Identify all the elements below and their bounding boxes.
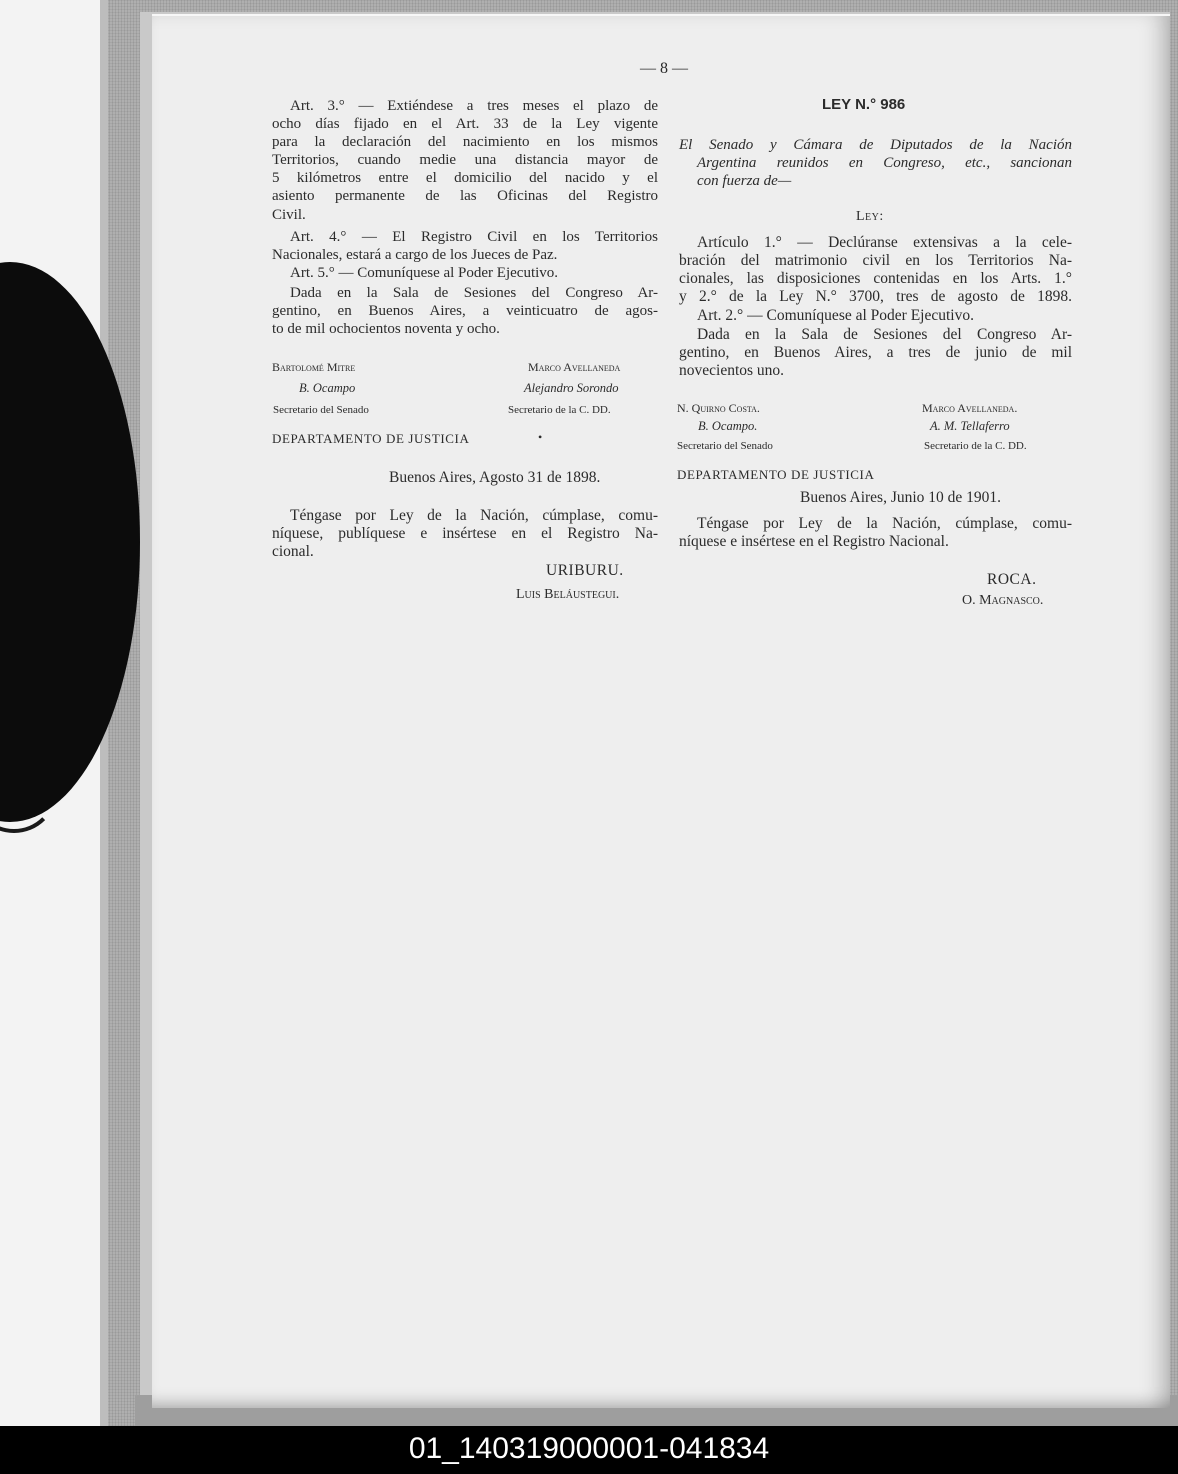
text-line: 5 kilómetros entre el domicilio del nacido y el (272, 170, 658, 187)
scan-id-label: 01_140319000001-041834 (408, 1432, 770, 1465)
text-line: Dada en la Sala de Sesiones del Congreso Ar- (290, 285, 658, 301)
decree-date: Buenos Aires, Agosto 31 de 1898. (389, 469, 601, 486)
signer-minister-986: O. Magnasco. (962, 593, 1044, 608)
signature-chamber-president-986: Marco Avellaneda. (922, 401, 1018, 415)
signature-chamber-secretary: Alejandro Sorondo (524, 381, 619, 395)
text-line: Téngase por Ley de la Nación, cúmplase, comu- (697, 515, 1072, 532)
signature-senate-president-986: N. Quirno Costa. (677, 401, 760, 415)
sanction-paragraph-986 (679, 326, 1072, 380)
signature-senate-secretary-986: B. Ocampo. (698, 419, 758, 433)
text-line: níquese e insértese en el Registro Nacional. (679, 533, 949, 551)
text-line: Argentina reunidos en Congreso, etc., sancionan (697, 155, 1072, 172)
senate-secretary-title: Secretario del Senado (273, 404, 369, 416)
article-4 (272, 228, 658, 264)
signature-chamber-president: Marco Avellaneda (528, 360, 621, 374)
law-heading: Ley: (856, 209, 884, 224)
text-line: Territorios, cuando medie una distancia mayor de (272, 152, 658, 169)
department-heading: DEPARTAMENTO DE JUSTICIA (272, 431, 470, 446)
text-line: El Senado y Cámara de Diputados de la Nación (679, 137, 1072, 153)
signer-president: URIBURU. (546, 562, 624, 579)
text-line: Art. 3.° — Extiéndese a tres meses el plazo de (290, 98, 658, 114)
text-line: novecientos uno. (679, 362, 785, 380)
decree-paragraph (272, 507, 658, 561)
sanction-paragraph (272, 284, 658, 338)
article-5: Art. 5.° — Comuníquese al Poder Ejecutivo. (290, 265, 559, 281)
text-line: Civil. (272, 206, 306, 223)
stray-mark: • (538, 430, 543, 444)
text-line: gentino, en Buenos Aires, a tres de junio de mil (679, 344, 1072, 362)
article-2: Art. 2.° — Comuníquese al Poder Ejecutivo. (697, 307, 974, 324)
preamble (679, 136, 1072, 190)
signature-senate-secretary: B. Ocampo (299, 381, 356, 395)
text-line: ocho días fijado en el Art. 33 de la Ley vigente (272, 116, 658, 133)
text-line: Artículo 1.° — Declúranse extensivas a la cele- (697, 234, 1072, 251)
law-title: LEY N.° 986 (822, 96, 906, 113)
senate-secretary-title-986: Secretario del Senado (677, 440, 773, 452)
text-line: cionales, las disposiciones contenidas en los Arts. 1.° (679, 270, 1072, 288)
article-3 (272, 97, 658, 224)
signer-minister: Luis Beláustegui. (516, 587, 620, 602)
department-heading-986: DEPARTAMENTO DE JUSTICIA (677, 467, 875, 482)
text-line: para la declaración del nacimiento en los mismos (272, 134, 658, 151)
text-line: Art. 4.° — El Registro Civil en los Territorios (290, 229, 658, 245)
signature-chamber-secretary-986: A. M. Tellaferro (930, 419, 1010, 433)
document-page (152, 16, 1170, 1408)
text-line: Nacionales, estará a cargo de los Jueces de Paz. (272, 247, 558, 264)
text-line: con fuerza de— (697, 173, 792, 190)
text-line: y 2.° de la Ley N.° 3700, tres de agosto de 1898. (679, 288, 1072, 306)
text-line: níquese, publíquese e insértese en el Registro Na- (272, 525, 658, 543)
text-line: bración del matrimonio civil en los Territorios Na- (679, 252, 1072, 270)
article-1 (679, 234, 1072, 306)
decree-date-986: Buenos Aires, Junio 10 de 1901. (800, 489, 1002, 506)
text-line: Téngase por Ley de la Nación, cúmplase, comu- (290, 507, 658, 524)
signer-president-986: ROCA. (987, 571, 1037, 588)
decree-paragraph-986 (679, 515, 1072, 551)
text-line: gentino, en Buenos Aires, a veinticuatro de agos- (272, 303, 658, 320)
chamber-secretary-title: Secretario de la C. DD. (508, 404, 611, 416)
text-line: cional. (272, 543, 314, 561)
text-line: asiento permanente de las Oficinas del Registro (272, 188, 658, 205)
signature-senate-president: Bartolomé Mitre (272, 360, 356, 374)
text-line: Dada en la Sala de Sesiones del Congreso Ar- (697, 326, 1072, 343)
page-number: — 8 — (640, 60, 688, 77)
text-line: to de mil ochocientos noventa y ocho. (272, 321, 500, 338)
chamber-secretary-title-986: Secretario de la C. DD. (924, 440, 1027, 452)
